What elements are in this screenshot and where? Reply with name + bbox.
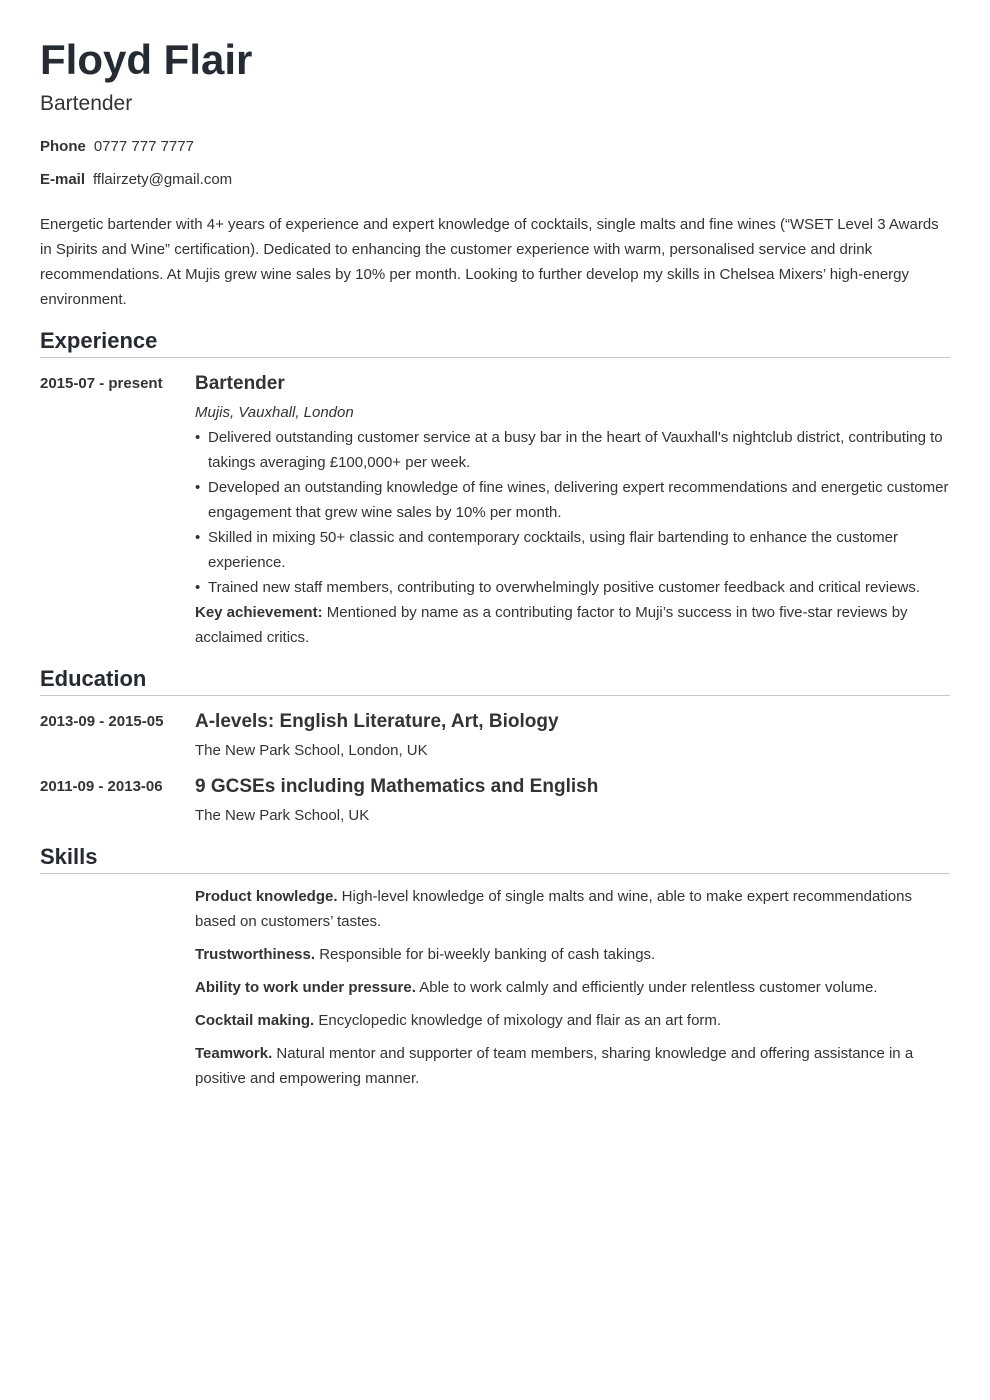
phone-label: Phone: [40, 138, 86, 155]
duty-text: Delivered outstanding customer service at a busy bar in the heart of Vauxhall's nightclub district, contributing to takings averaging £100,000+ per week.: [208, 429, 943, 471]
skill-description: High-level knowledge of single malts and wine, able to make expert recommendations based on customers’ tastes.: [195, 888, 912, 930]
contact-email: [40, 170, 232, 190]
education-date: 2011-09 - 2013-06: [40, 778, 163, 795]
job-company: Mujis, Vauxhall, London: [195, 404, 354, 421]
skill-name: Trustworthiness.: [195, 946, 316, 963]
duty-text: Trained new staff members, contributing to overwhelmingly positive customer feedback and critical reviews.: [208, 579, 920, 596]
candidate-role: Bartender: [40, 92, 133, 115]
duty-text: Skilled in mixing 50+ classic and contemporary cocktails, using flair bartending to enhance the customer experience.: [208, 529, 898, 571]
section-title-skills: Skills: [40, 843, 950, 874]
skill-description: Natural mentor and supporter of team members, sharing knowledge and offering assistance in a positive and empowering manner.: [195, 1045, 914, 1087]
bullet-marker: •: [195, 529, 201, 546]
skill-item: [195, 1008, 935, 1033]
section-title-experience: Experience: [40, 327, 950, 358]
education-school: The New Park School, London, UK: [195, 742, 428, 759]
list-item: [195, 525, 951, 575]
skill-name: Product knowledge.: [195, 888, 338, 905]
key-achievement: [195, 600, 951, 650]
list-item: [195, 475, 951, 525]
email-label: E-mail: [40, 171, 86, 188]
skill-name: Ability to work under pressure.: [195, 979, 416, 996]
list-item: [195, 575, 951, 600]
job-duties-list: [195, 425, 951, 600]
skill-name: Teamwork.: [195, 1045, 273, 1062]
skill-description: Responsible for bi-weekly banking of cash takings.: [315, 946, 656, 963]
bullet-marker: •: [195, 429, 201, 446]
skill-description: Able to work calmly and efficiently under relentless customer volume.: [415, 979, 878, 996]
bullet-marker: •: [195, 579, 201, 596]
education-date: 2013-09 - 2015-05: [40, 713, 164, 730]
duty-text: Developed an outstanding knowledge of fine wines, delivering expert recommendations and energetic customer engagement that grew wine sales by 10% per month.: [208, 479, 949, 521]
job-date: 2015-07 - present: [40, 375, 163, 392]
contact-phone: [40, 137, 194, 157]
skill-item: [195, 942, 935, 967]
email-value: fflairzety@gmail.com: [93, 171, 233, 188]
skill-description: Encyclopedic knowledge of mixology and flair as an art form.: [314, 1012, 722, 1029]
achievement-label: Key achievement:: [195, 604, 323, 621]
education-school: The New Park School, UK: [195, 807, 370, 824]
section-title-education: Education: [40, 665, 950, 696]
education-title: 9 GCSEs including Mathematics and English: [195, 776, 599, 797]
achievement-text: Mentioned by name as a contributing factor to Muji’s success in two five-star reviews by acclaimed critics.: [195, 604, 908, 646]
skill-item: [195, 975, 935, 1000]
skill-item: [195, 1041, 935, 1091]
phone-value: 0777 777 7777: [93, 138, 194, 155]
skill-item: [195, 884, 935, 934]
profile-summary: Energetic bartender with 4+ years of experience and expert knowledge of cocktails, single malts and fine wines (“WSET Level 3 Awards in Spirits and Wine” certification). Dedicated to enhancing the customer experience with warm, personalised service and drink recommendations. At Mujis grew wine sales by 10% per month. Looking to further develop my skills in Chelsea Mixers’ high-energy environment.: [40, 216, 939, 308]
job-title: Bartender: [195, 373, 285, 394]
skill-name: Cocktail making.: [195, 1012, 315, 1029]
list-item: [195, 425, 951, 475]
candidate-name: Floyd Flair: [40, 36, 253, 83]
education-title: A-levels: English Literature, Art, Biology: [195, 711, 559, 732]
bullet-marker: •: [195, 479, 201, 496]
